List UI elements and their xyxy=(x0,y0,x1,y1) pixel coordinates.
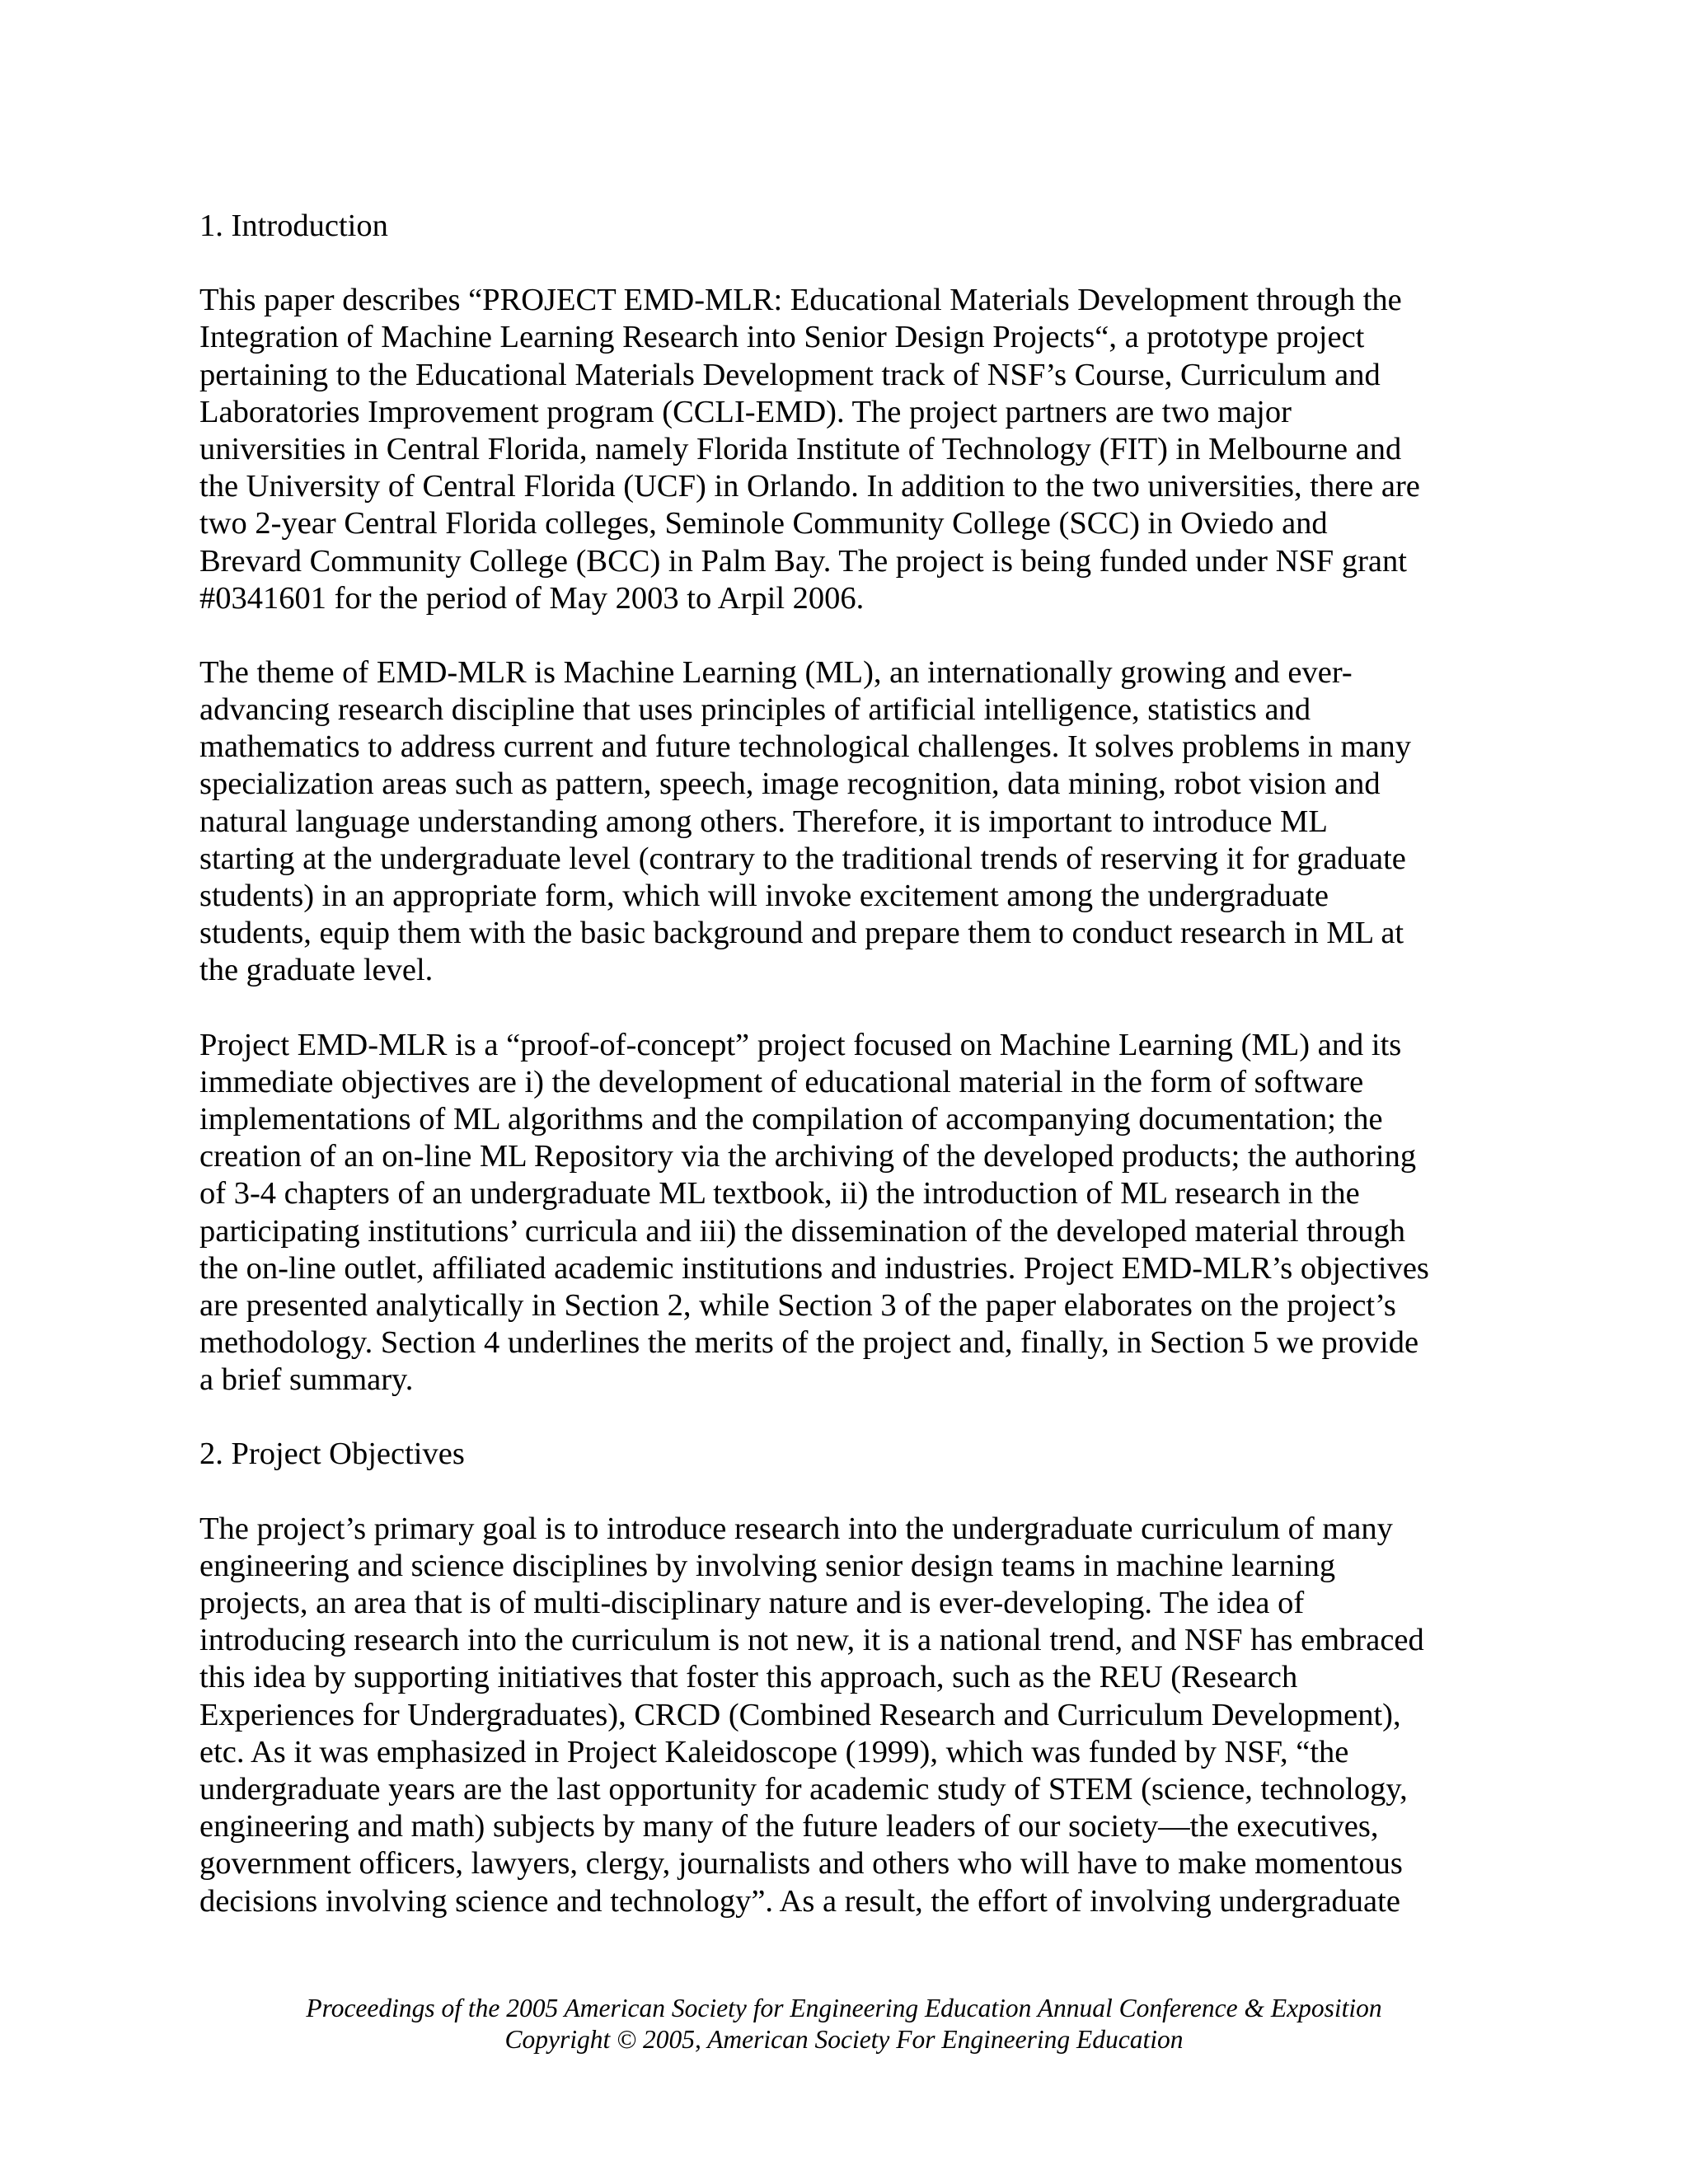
text-line: universities in Central Florida, namely Florida Institute of Technology (FIT) in Melbourne and xyxy=(199,431,1402,466)
page-content xyxy=(199,208,1485,1957)
text-line: undergraduate years are the last opportunity for academic study of STEM (science, technology, xyxy=(199,1771,1408,1807)
text-line: this idea by supporting initiatives that foster this approach, such as the REU (Research xyxy=(199,1660,1298,1695)
text-line: Project EMD-MLR is a “proof-of-concept” project focused on Machine Learning (ML) and its xyxy=(199,1027,1402,1062)
text-line: methodology. Section 4 underlines the merits of the project and, finally, in Section 5 we provide xyxy=(199,1325,1419,1361)
text-line: mathematics to address current and future technological challenges. It solves problems in many xyxy=(199,729,1412,765)
section-heading-introduction: 1. Introduction xyxy=(199,209,388,243)
text-line: #0341601 for the period of May 2003 to Arpil 2006. xyxy=(199,580,865,616)
text-line: decisions involving science and technology”. As a result, the effort of involving undergraduate xyxy=(199,1883,1400,1919)
text-line: introducing research into the curriculum is not new, it is a national trend, and NSF has embraced xyxy=(199,1623,1424,1658)
text-line: the on-line outlet, affiliated academic institutions and industries. Project EMD-MLR’s objectives xyxy=(199,1250,1429,1286)
footer-proceedings: Proceedings of the 2005 American Society for Engineering Education Annual Conference & Exposition xyxy=(306,1994,1382,2022)
text-line: Integration of Machine Learning Research into Senior Design Projects“, a prototype project xyxy=(199,320,1365,355)
paragraph-intro-3 xyxy=(199,1027,1485,1399)
text-line: The theme of EMD-MLR is Machine Learning (ML), an internationally growing and ever- xyxy=(199,654,1353,690)
text-line: the graduate level. xyxy=(199,953,434,988)
text-line: natural language understanding among others. Therefore, it is important to introduce ML xyxy=(199,804,1328,839)
footer-copyright: Copyright © 2005, American Society For Engineering Education xyxy=(504,2025,1184,2054)
text-line: implementations of ML algorithms and the compilation of accompanying documentation; the xyxy=(199,1101,1383,1137)
section-heading-project-objectives: 2. Project Objectives xyxy=(199,1436,465,1472)
paragraph-objectives-1 xyxy=(199,1511,1485,1920)
text-line: Experiences for Undergraduates), CRCD (Combined Research and Curriculum Development), xyxy=(199,1697,1401,1732)
text-line: projects, an area that is of multi-disciplinary nature and is ever-developing. The idea of xyxy=(199,1586,1305,1621)
text-line: Laboratories Improvement program (CCLI-EMD). The project partners are two major xyxy=(199,394,1292,429)
text-line: pertaining to the Educational Materials Development track of NSF’s Course, Curriculum and xyxy=(199,357,1381,392)
text-line: of 3-4 chapters of an undergraduate ML textbook, ii) the introduction of ML research in the xyxy=(199,1176,1360,1212)
text-line: immediate objectives are i) the development of educational material in the form of software xyxy=(199,1064,1364,1099)
text-line: specialization areas such as pattern, speech, image recognition, data mining, robot vision and xyxy=(199,766,1381,802)
text-line: starting at the undergraduate level (contrary to the traditional trends of reserving it for graduate xyxy=(199,841,1406,876)
text-line: This paper describes “PROJECT EMD-MLR: Educational Materials Development through the xyxy=(199,283,1402,318)
text-line: participating institutions’ curricula and iii) the dissemination of the developed material through xyxy=(199,1213,1405,1249)
text-line: students) in an appropriate form, which will invoke excitement among the undergraduate xyxy=(199,879,1329,914)
paragraph-intro-1 xyxy=(199,282,1485,617)
text-line: two 2-year Central Florida colleges, Seminole Community College (SCC) in Oviedo and xyxy=(199,506,1328,541)
paragraph-intro-2 xyxy=(199,654,1485,990)
text-line: students, equip them with the basic background and prepare them to conduct research in ML at xyxy=(199,916,1404,951)
text-line: etc. As it was emphasized in Project Kaleidoscope (1999), which was funded by NSF, “the xyxy=(199,1734,1349,1769)
text-line: advancing research discipline that uses principles of artificial intelligence, statistics and xyxy=(199,692,1311,728)
text-line: the University of Central Florida (UCF) in Orlando. In addition to the two universities, there are xyxy=(199,469,1420,504)
text-line: government officers, lawyers, clergy, journalists and others who will have to make momentous xyxy=(199,1846,1403,1882)
text-line: are presented analytically in Section 2, while Section 3 of the paper elaborates on the project’s xyxy=(199,1287,1396,1323)
page-footer xyxy=(0,1993,1688,2055)
text-line: Brevard Community College (BCC) in Palm Bay. The project is being funded under NSF grant xyxy=(199,543,1407,579)
text-line: engineering and science disciplines by involving senior design teams in machine learning xyxy=(199,1548,1336,1583)
text-line: engineering and math) subjects by many of the future leaders of our society—the executives, xyxy=(199,1809,1379,1844)
text-line: a brief summary. xyxy=(199,1362,414,1398)
text-line: creation of an on-line ML Repository via the archiving of the developed products; the authoring xyxy=(199,1139,1417,1174)
text-line: The project’s primary goal is to introduce research into the undergraduate curriculum of many xyxy=(199,1511,1393,1546)
